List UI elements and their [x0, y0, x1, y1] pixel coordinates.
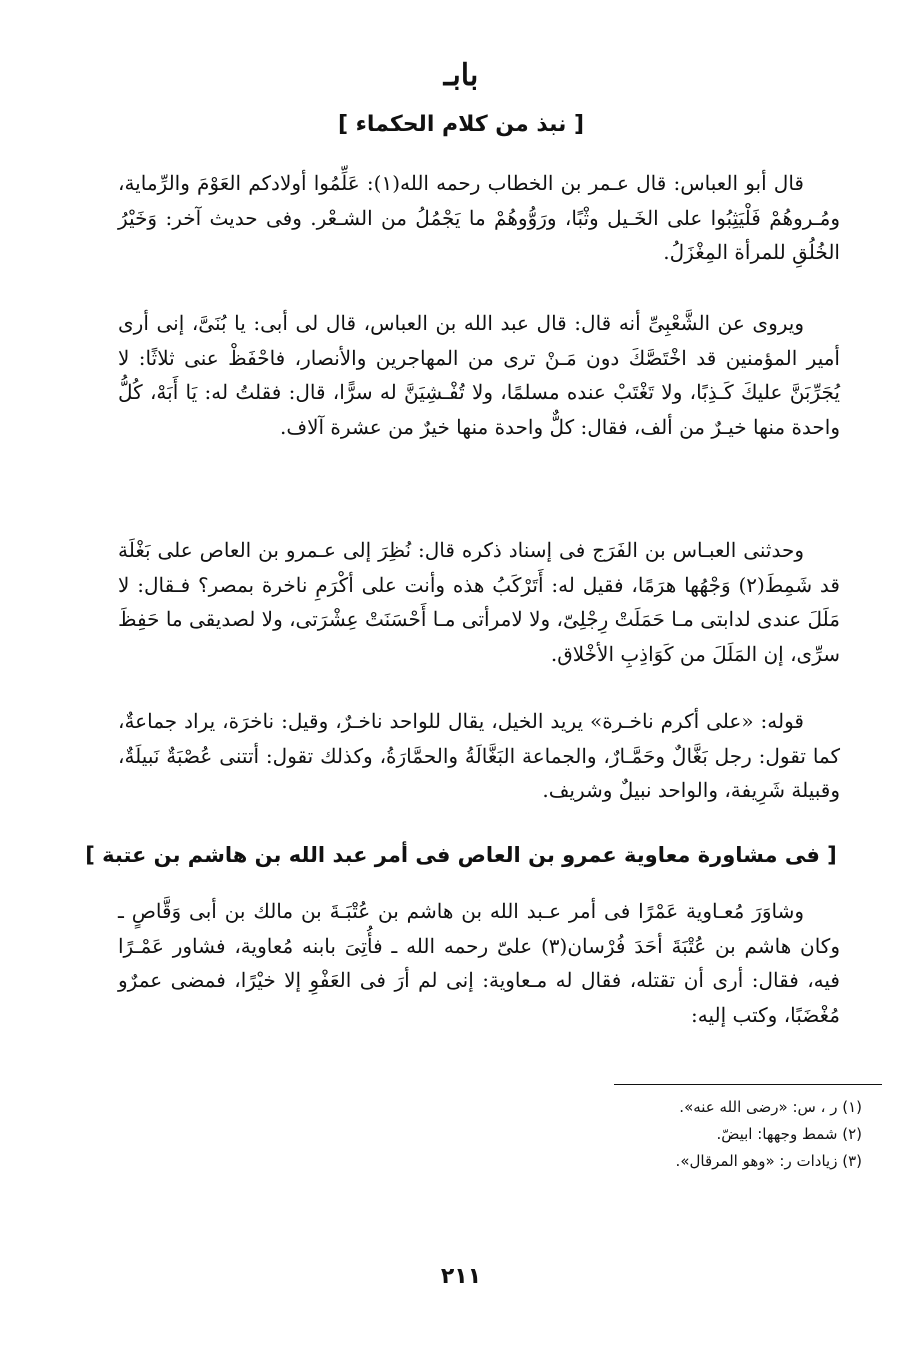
- section-heading-consultation: [ فى مشاورة معاوية عمرو بن العاص فى أمر عبد الله بن هاشم بن عتبة ]: [85, 843, 837, 867]
- chapter-title: بابـ: [443, 58, 479, 93]
- paragraph-shabi: ويروى عن الشَّعْبِىِّ أنه قال: قال عبد الله بن العباس، قال لى أبى: يا بُنَىَّ، إنى أرى أمير المؤمنين قد اخْتَصَّكَ دون مَـنْ ترى من المهاجرين والأنصار، فاحْفَظْ عنى ثلاثًا: لا يُجَرِّبَنَّ عليكَ كَـذِبًا، ولا تَغْتَبْ عنده مسلمًا، ولا تُفْـشِيَنَّ له سرًّا، قال: فقلتُ له: يَا أَبَهْ، كُلُّ واحدة منها خيـرٌ من ألف، فقال: كلٌّ واحدة منها خيرٌ من عشرة آلاف.: [118, 311, 840, 439]
- page-number: ٢١١: [440, 1264, 482, 1289]
- section-heading-wisdom: [ نبذ من كلام الحكماء ]: [337, 112, 585, 137]
- footnote-item: (٣) زيادات ر: «وهو المرقال».: [675, 1152, 862, 1170]
- footnote-divider: [614, 1084, 882, 1085]
- paragraph-nakhira-explanation: قوله: «على أكرم ناخـرة» يريد الخيل، يقال للواحد ناخـرٌ، وقيل: ناخرَة، يراد جماعةٌ، كما تقول: رجل بَغَّالٌ وحَمَّـارٌ، والجماعة البَغَّالَةُ والحمَّارَةُ، وكذلك تقول: أتتنى عُصْبَةٌ نَبيلَةٌ، وقبيلة شَرِيفة، والواحد نبيلٌ وشريف.: [118, 709, 840, 802]
- footnotes-list: [300, 1094, 862, 1175]
- paragraph-amr-mule: وحدثنى العبـاس بن الفَرَج فى إسناد ذكره قال: نُظِرَ إلى عـمرو بن العاص على بَغْلَة قد شَمِطَ(٢) وَجْهُها هرَمًا، فقيل له: أَتَرْكَبُ هذه وأنت على أكْرَمِ ناخرة بمصر؟ فـقال: لا مَلَلَ عندى لدابتى مـا حَمَلَتْ رِجْلِىّ، ولا لامرأتى مـا أَحْسَنَتْ عِشْرَتى، ولا لصديقى ما حَفِظَ سرِّى، إن المَلَلَ من كَوَاذِبِ الأخْلاق.: [118, 538, 840, 666]
- paragraph-umar: قال أبو العباس: قال عـمر بن الخطاب رحمه الله(١): عَلِّمُوا أولادكم العَوْمَ والرِّماية، ومُـروهُمْ فَلْيَثِبُوا على الخَـيل وثْبًا، ورَوُّوهُمْ ما يَجْمُلُ من الشـعْر. وفى حديث آخر: وَخَيْرُ الخُلُقِ للمرأة المِغْزَلُ.: [118, 171, 840, 264]
- footnote-item: (٢) شمط وجهها: ابيضّ.: [716, 1125, 862, 1143]
- paragraph-muawiya-consultation: وشاوَرَ مُعـاوية عَمْرًا فى أمر عـبد الله بن هاشم بن عُتْبَـةَ بن مالك بن أبى وَقَّاصٍ ـ وكان هاشم بن عُتْبَةَ أحَدَ فُرْسان(٣) علىّ رحمه الله ـ فأُتِىَ بابنه مُعاوية، فشاور عَمْـرًا فيه، فقال: أرى أن تقتله، فقال له مـعاوية: إنى لم أرَ فى العَفْوِ إلا خيْرًا، فمضى عمرٌو مُغْضَبًا، وكتب إليه:: [118, 899, 840, 1027]
- footnote-item: (١) ر ، س: «رضى الله عنه».: [679, 1098, 862, 1116]
